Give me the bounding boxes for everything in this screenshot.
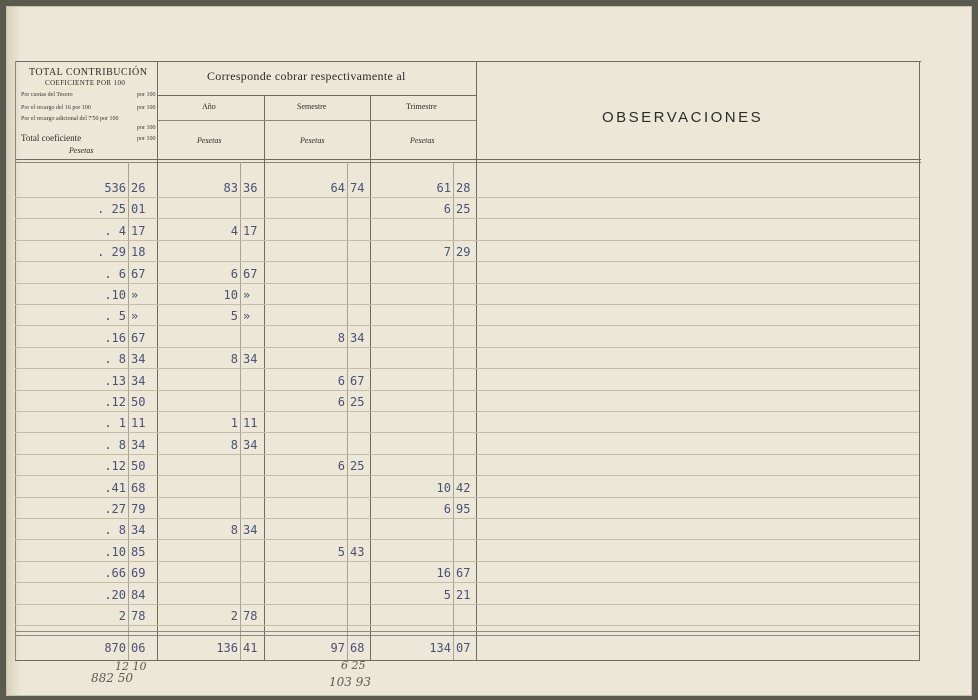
cell-total: . 6 [104,266,126,281]
total-ac: 41 [243,641,258,655]
total-tri: 134 [429,641,451,655]
cell-sem: 8 [337,330,345,345]
row-rule [15,347,919,348]
ledger-page [6,6,972,696]
coef-subtitle: COEFICIENTE POR 100 [45,79,126,87]
cell-ac: 34 [243,352,258,367]
cell-sc: 34 [350,330,365,345]
cell-ano: 5 [230,309,238,324]
cell-total: . 8 [104,352,126,367]
cell-tc: » [131,288,139,302]
cell-total: 2 [118,609,126,623]
cell-ac: 34 [243,437,258,452]
cell-ano: 2 [230,609,238,623]
cell-sc: 74 [350,181,365,195]
cell-trc: 67 [456,566,471,581]
corresponde-title: Corresponde cobrar respectivamente al [207,69,406,83]
row-rule [15,283,919,284]
pesetas-semestre: Pesetas [300,136,325,145]
cell-sc: 25 [350,395,365,409]
cell-ac: » [243,309,251,324]
cell-tc: 69 [131,566,146,581]
cell-tc: 18 [131,245,146,260]
cell-ac: 36 [243,181,258,195]
line-recargo750: Por el recargo adicional del 7'50 por 100 [21,116,119,122]
header-top-rule [15,61,921,62]
cell-ac: 34 [243,523,258,538]
row-rule [15,497,919,498]
cell-tc: 26 [131,181,146,195]
cell-total: .10 [104,544,126,559]
cell-tc: 50 [131,459,146,474]
cell-tc: 79 [131,502,146,516]
total-sc: 68 [350,641,365,655]
total-coef-unit: por 100 [137,136,156,142]
cell-ano: 6 [230,266,238,281]
cell-tc: 34 [131,523,146,538]
divider-right [919,61,920,661]
totals-rule-2 [15,635,919,636]
cell-total: . 8 [104,437,126,452]
cell-tc: » [131,309,139,324]
cell-tc: 67 [131,266,146,281]
col-ano: Año [202,102,216,111]
row-rule [15,240,919,241]
row-rule [15,218,919,219]
cell-tc: 50 [131,395,146,409]
cell-total: .12 [104,395,126,409]
cell-trc: 95 [456,502,471,516]
row-rule [15,197,919,198]
total-title: TOTAL CONTRIBUCIÓN [29,67,148,78]
line-recargo750-unit: por 100 [137,125,156,131]
observaciones-title: OBSERVACIONES [602,109,764,126]
divider-total [157,61,158,661]
cell-total: . 25 [97,202,126,217]
pesetas-total: Pesetas [69,146,94,155]
cell-ano: 83 [223,181,238,195]
cell-tc: 78 [131,609,146,623]
total-tc: 06 [131,641,146,655]
row-rule [15,390,919,391]
row-rule [15,368,919,369]
cell-tri: 6 [443,202,451,217]
subhead-rule [157,120,476,121]
cell-total: .66 [104,566,126,581]
cell-tc: 34 [131,352,146,367]
cell-trc: 21 [456,587,471,602]
cell-ano: 10 [223,288,238,302]
cell-ac: » [243,288,251,302]
cell-tri: 7 [443,245,451,260]
cell-total: .27 [104,502,126,516]
cell-ano: 8 [230,437,238,452]
cell-sem: 6 [337,373,345,388]
total-coef-label: Total coeficiente [21,133,82,143]
total-sem: 97 [330,641,345,655]
row-rule [15,432,919,433]
header-bottom-rule-2 [15,162,921,163]
cell-trc: 42 [456,480,471,495]
cell-tc: 68 [131,480,146,495]
col-semestre: Semestre [297,102,327,111]
cell-tc: 85 [131,544,146,559]
cell-total: . 8 [104,523,126,538]
cell-trc: 25 [456,202,471,217]
cell-tri: 6 [443,502,451,516]
col-trimestre: Trimestre [406,102,437,111]
total-ano: 136 [216,641,238,655]
total-total: 870 [104,641,126,655]
row-rule [15,261,919,262]
row-rule [15,604,919,605]
cell-total: .41 [104,480,126,495]
note-left-top: 12 10 [115,660,147,673]
line-recargo16: Por el recargo del 16 por 100 [21,105,91,111]
total-trc: 07 [456,641,471,655]
cell-sc: 67 [350,373,365,388]
divider-left [15,61,16,661]
row-rule [15,454,919,455]
line-tesoro: Por cuotas del Tesoro [21,92,73,98]
cell-ac: 17 [243,223,258,238]
row-rule [15,518,919,519]
note-left-bottom: 882 50 [91,671,133,685]
cell-sem: 6 [337,459,345,474]
cell-tri: 61 [436,181,451,195]
line-recargo16-unit: por 100 [137,105,156,111]
note-mid-top: 6 25 [341,659,366,672]
cell-tri: 10 [436,480,451,495]
cell-total: . 29 [97,245,126,260]
bottom-rule [15,660,919,661]
pesetas-trimestre: Pesetas [410,136,435,145]
row-rule [15,625,919,626]
row-rule [15,325,919,326]
cell-total: .10 [104,288,126,302]
cell-tc: 34 [131,373,146,388]
cell-tri: 16 [436,566,451,581]
cell-total: 536 [104,181,126,195]
cell-total: .13 [104,373,126,388]
cell-trc: 28 [456,181,471,195]
cell-ano: 1 [230,416,238,431]
cell-sem: 64 [330,181,345,195]
row-rule [15,539,919,540]
cell-ac: 67 [243,266,258,281]
cell-total: . 1 [104,416,126,431]
cell-tri: 5 [443,587,451,602]
cell-sem: 6 [337,395,345,409]
row-rule [15,582,919,583]
row-rule [15,475,919,476]
cell-tc: 11 [131,416,146,431]
cell-ac: 11 [243,416,258,431]
cell-total: .20 [104,587,126,602]
cell-ano: 4 [230,223,238,238]
pesetas-ano: Pesetas [197,136,222,145]
cell-trc: 29 [456,245,471,260]
cell-sc: 43 [350,544,365,559]
cell-total: . 4 [104,223,126,238]
cell-tc: 17 [131,223,146,238]
cell-total: . 5 [104,309,126,324]
page-edge-shadow [7,7,21,695]
corresponde-rule [157,95,476,96]
totals-rule [15,631,919,632]
row-rule [15,304,919,305]
cell-ac: 78 [243,609,258,623]
cell-sem: 5 [337,544,345,559]
header-bottom-rule [15,159,921,160]
divider-ano [264,95,265,661]
cell-total: .12 [104,459,126,474]
line-tesoro-unit: por 100 [137,92,156,98]
row-rule [15,411,919,412]
row-rule [15,561,919,562]
cell-ano: 8 [230,352,238,367]
cell-tc: 84 [131,587,146,602]
cell-tc: 67 [131,330,146,345]
cell-tc: 01 [131,202,146,217]
note-mid-bottom: 103 93 [329,675,371,689]
cell-tc: 34 [131,437,146,452]
cell-ano: 8 [230,523,238,538]
cell-sc: 25 [350,459,365,474]
cell-total: .16 [104,330,126,345]
